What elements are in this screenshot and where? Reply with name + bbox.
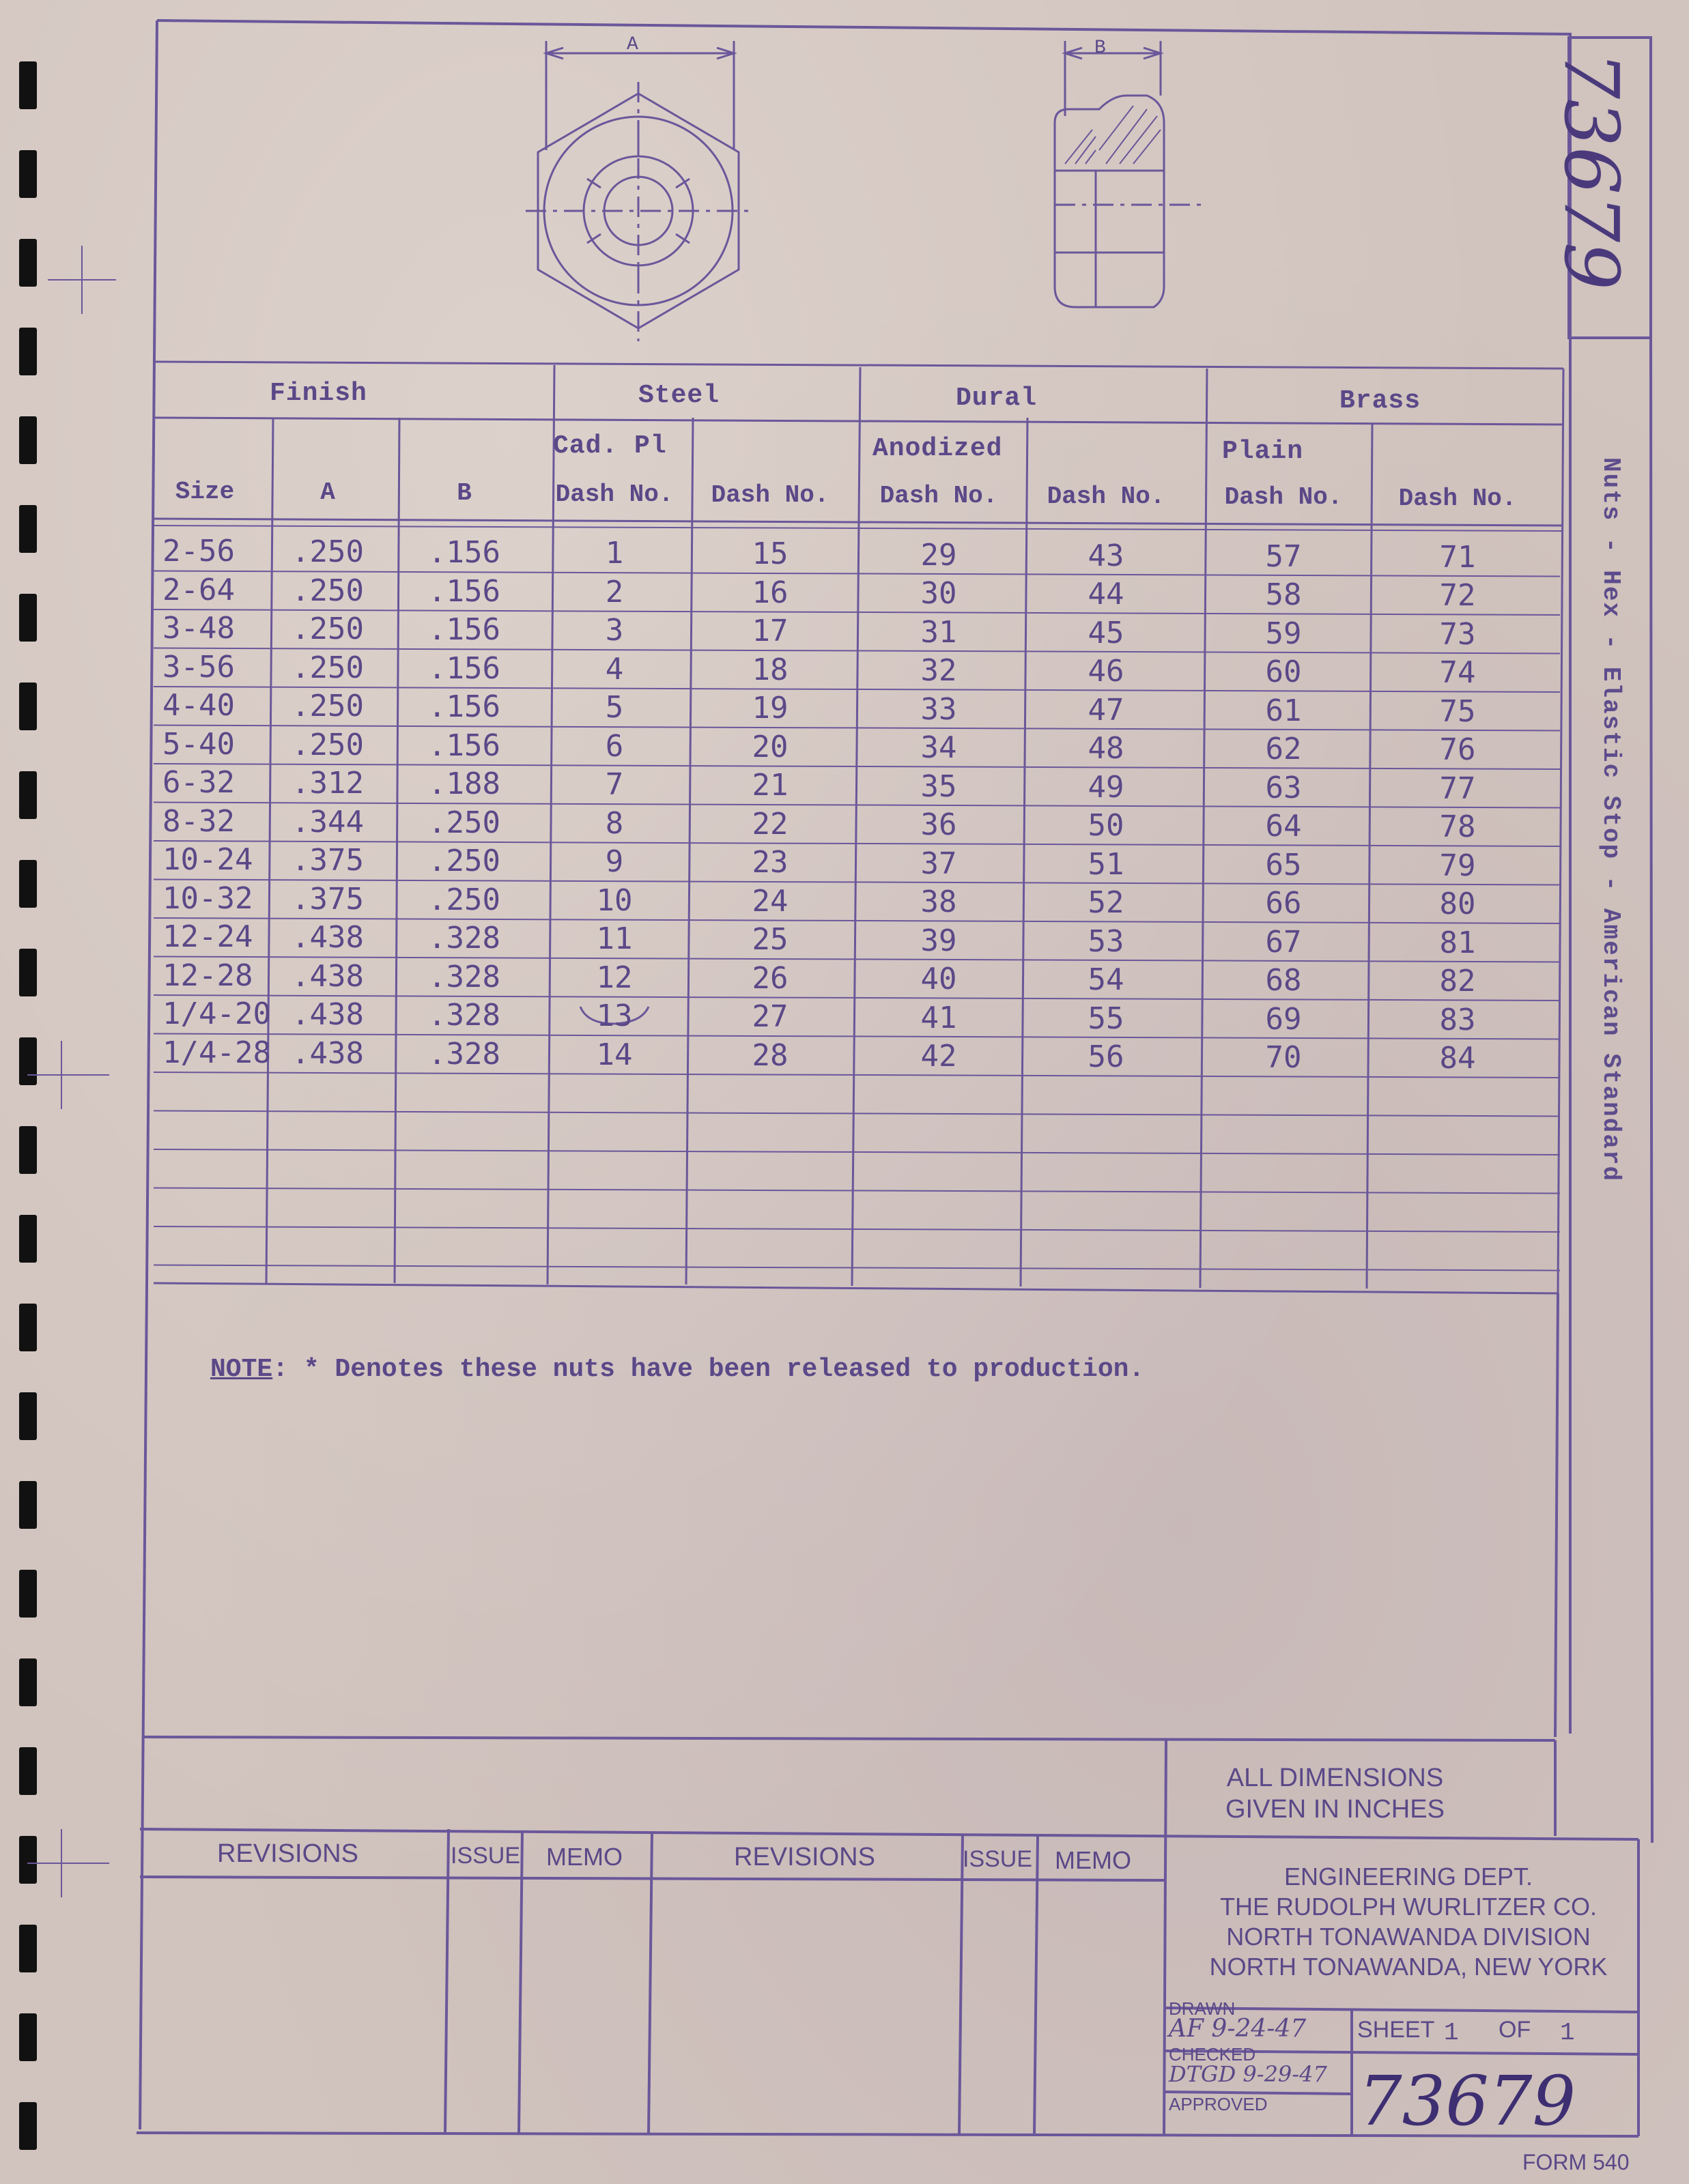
table-cell: 79 [1439,848,1476,883]
table-cell: .344 [292,804,364,839]
table-cell: 26 [752,960,789,996]
row-line [154,995,1560,1001]
row-line [154,918,1560,923]
table-cell: 44 [1088,577,1124,612]
table-cell: .438 [292,1035,364,1071]
table-cell: 30 [920,576,957,611]
checked-value: DTGD 9-29-47 [1169,2061,1327,2087]
table-cell: 64 [1265,809,1302,844]
dimension-b-label: B [1094,38,1106,59]
table-cell: 10-32 [162,880,253,916]
column-header: Dash No. [711,480,829,509]
dimensions-note-line-1: ALL DIMENSIONS [1226,1764,1444,1792]
table-cell: .156 [428,573,500,609]
table-cell: 65 [1265,847,1302,882]
table-cell: 12-24 [162,919,253,954]
memo-right-label: MEMO [1055,1846,1131,1874]
table-cell: 52 [1088,885,1124,921]
row-line [154,1188,1560,1194]
table-cell: 68 [1265,963,1302,998]
table-cell: .438 [292,920,364,956]
production-note [210,1355,1144,1384]
table-cell: .156 [428,650,500,686]
table-cell: 25 [752,922,789,958]
table-cell: .250 [428,805,500,840]
table-cell: 42 [920,1039,957,1074]
table-cell: 74 [1439,655,1476,691]
table-cell: 15 [752,536,789,572]
table-cell: 3-56 [162,649,235,685]
column-header: Dash No. [1398,484,1517,513]
table-cell: 69 [1265,1001,1302,1037]
table-cell: 27 [752,999,789,1035]
row-line [154,1034,1560,1039]
table-cell: 37 [920,846,957,881]
table-cell: 10 [596,882,633,918]
table-cell: 2-64 [162,572,235,607]
issue-right-label: ISSUE [963,1846,1033,1872]
table-cell: 12-28 [162,958,253,993]
table-cell: .375 [292,881,364,917]
table-cell: 76 [1439,732,1476,768]
table-cell: 41 [920,1000,957,1035]
note-text: : * Denotes these nuts have been released to production. [272,1355,1145,1384]
table-cell: 3-48 [162,611,235,646]
table-cell: 50 [1088,808,1124,844]
issue-left-label: ISSUE [451,1843,521,1869]
sheet-total: 1 [1560,2019,1575,2047]
table-cell: 8 [605,805,624,841]
table-cell: 13 [596,998,633,1034]
table-cell: 82 [1439,964,1476,999]
subheader-cad-pl: Cad. Pl [553,431,667,461]
table-cell: .250 [292,689,364,724]
table-grid [154,362,1563,1293]
column-header: Dash No. [1224,483,1343,512]
table-cell: .250 [428,844,500,879]
revisions-left-label: REVISIONS [217,1839,358,1868]
table-cell: 70 [1265,1040,1302,1076]
table-cell: 19 [752,691,789,726]
form-number: FORM 540 [1522,2150,1630,2174]
table-cell: 4 [605,651,624,687]
table-cell: 1/4-20 [162,996,271,1031]
note-label: NOTE [210,1355,273,1384]
table-cell: .328 [428,998,500,1033]
table-cell: 24 [752,883,789,919]
table-cell: .375 [292,843,364,878]
table-cell: 36 [920,807,957,842]
table-cell: 72 [1439,578,1476,614]
column-header: Size [175,478,235,506]
table-cell: 53 [1088,923,1124,959]
checked-label: CHECKED [1169,2044,1256,2065]
table-cell: 8-32 [162,803,235,839]
table-cell: 84 [1439,1041,1476,1076]
row-line [154,1072,1560,1078]
table-cell: 6-32 [162,765,235,800]
table-cell: 18 [752,652,789,687]
table-cell: .156 [428,728,500,763]
table-cell: 16 [752,575,789,610]
table-cell: 66 [1265,886,1302,921]
company-line-1: ENGINEERING DEPT. [1283,1863,1533,1891]
row-line [154,1111,1560,1117]
table-cell: 7 [605,767,624,803]
table-cell: 3 [605,613,624,648]
table-cell: 4-40 [162,688,235,723]
table-cell: 83 [1439,1002,1476,1037]
vertical-title: Nuts - Hex - Elastic Stop - American Standard [1597,457,1625,1183]
table-cell: 22 [752,806,789,842]
header-dural: Dural [956,384,1038,413]
revisions-right-label: REVISIONS [734,1843,875,1871]
table-cell: .156 [428,612,500,648]
table-cell: 48 [1088,731,1124,766]
table-cell: 77 [1439,771,1476,806]
table-cell: .312 [292,766,364,801]
table-cell: 2-56 [162,534,235,569]
table-cell: .156 [428,689,500,725]
table-cell: 45 [1088,615,1124,650]
subheader-plain: Plain [1222,437,1304,466]
table-cell: 34 [920,730,957,765]
table-cell: 31 [920,614,957,650]
header-brass: Brass [1339,386,1421,416]
table-cell: 63 [1265,770,1302,805]
header-steel: Steel [638,381,720,410]
table-cell: .156 [428,535,500,571]
dimensions-note-line-2: GIVEN IN INCHES [1225,1795,1445,1824]
row-line [154,1226,1560,1232]
title-block-number: 73679 [1359,2061,1576,2141]
company-line-3: NORTH TONAWANDA DIVISION [1226,1923,1591,1951]
table-cell: 47 [1088,692,1124,728]
table-cell: 21 [752,768,789,803]
table-cell: .250 [292,534,364,570]
table-cell: 1/4-28 [162,1035,271,1070]
table-cell: 35 [920,768,957,804]
approved-label: APPROVED [1169,2094,1268,2114]
column-header: B [457,479,472,508]
table-cell: 38 [920,885,957,919]
table-cell: 43 [1088,538,1124,573]
table-cell: 80 [1439,887,1476,922]
title-block-lines [140,1293,1638,2136]
table-cell: 75 [1439,693,1476,729]
column-header: Dash No. [1047,483,1165,511]
row-line [154,571,1560,577]
table-cell: 10-24 [162,842,253,877]
header-finish: Finish [270,379,367,408]
table-cell: 33 [920,691,957,727]
table-cell: .438 [292,958,364,994]
company-line-4: NORTH TONAWANDA, NEW YORK [1209,1953,1608,1981]
table-cell: 6 [605,728,624,764]
sheet-label: SHEET [1357,2017,1435,2043]
hex-nut-side-view [1055,41,1202,307]
sheet-number: 1 [1444,2019,1459,2047]
table-cell: 46 [1088,654,1124,689]
table-cell: 54 [1088,962,1124,998]
table-cell: 59 [1265,616,1302,651]
table-cell: 61 [1265,693,1302,728]
table-cell: .250 [428,882,500,917]
table-cell: 9 [605,844,624,880]
hex-nut-front-view [526,41,751,341]
row-line [154,1265,1560,1271]
table-cell: 51 [1088,846,1124,882]
table-cell: 56 [1088,1039,1124,1075]
table-cell: 81 [1439,925,1476,960]
table-cell: .250 [292,727,364,762]
table-cell: .328 [428,959,500,994]
table-cell: .250 [292,612,364,647]
table-cell: 14 [596,1037,633,1072]
row-line [154,880,1560,885]
dimensions-note [1225,1762,1445,1825]
column-header: A [320,478,335,507]
table-cell: 57 [1265,538,1302,574]
table-cell: .438 [292,997,364,1033]
column-header: Dash No. [879,482,998,510]
drawn-label: DRAWN [1169,1998,1236,2019]
table-cell: 78 [1439,809,1476,845]
drawn-value: AF 9-24-47 [1169,2015,1307,2043]
registration-marks [27,246,116,1897]
table-cell: 67 [1265,924,1302,960]
table-cell: 17 [752,614,789,649]
table-cell: 39 [920,923,957,958]
table-cell: .250 [292,650,364,685]
row-line [154,1149,1560,1155]
table-cell: .328 [428,921,500,956]
table-cell: .188 [428,766,500,802]
drawing-number-vertical: 73679 [1548,51,1635,290]
company-block [1193,1862,1623,1982]
subheader-anodized: Anodized [872,434,1003,463]
table-cell: 23 [752,845,789,880]
row-line [154,609,1560,615]
of-label: OF [1499,2017,1531,2043]
table-cell: 5 [605,690,624,725]
table-cell: .250 [292,573,364,608]
table-cell: 20 [752,729,789,764]
table-cell: 5-40 [162,726,235,762]
memo-left-label: MEMO [546,1843,623,1871]
table-cell: 1 [605,536,624,571]
company-line-2: THE RUDOLPH WURLITZER CO. [1219,1893,1598,1921]
table-cell: 28 [752,1037,789,1073]
dimension-a-label: A [627,34,638,55]
table-cell: 11 [596,921,633,957]
table-cell: 62 [1265,732,1302,767]
table-cell: 71 [1439,539,1476,575]
table-cell: 32 [920,653,957,688]
column-header: Dash No. [555,480,674,508]
table-cell: 55 [1088,1001,1124,1036]
table-cell: 49 [1088,769,1124,805]
table-cell: 58 [1265,577,1302,613]
table-cell: 60 [1265,655,1302,690]
table-cell: .328 [428,1036,500,1072]
table-cell: 73 [1439,616,1476,652]
table-cell: 2 [605,574,624,609]
table-cell: 29 [920,537,957,573]
table-cell: 12 [596,960,633,995]
table-cell: 40 [920,962,957,996]
row-line [154,957,1560,962]
